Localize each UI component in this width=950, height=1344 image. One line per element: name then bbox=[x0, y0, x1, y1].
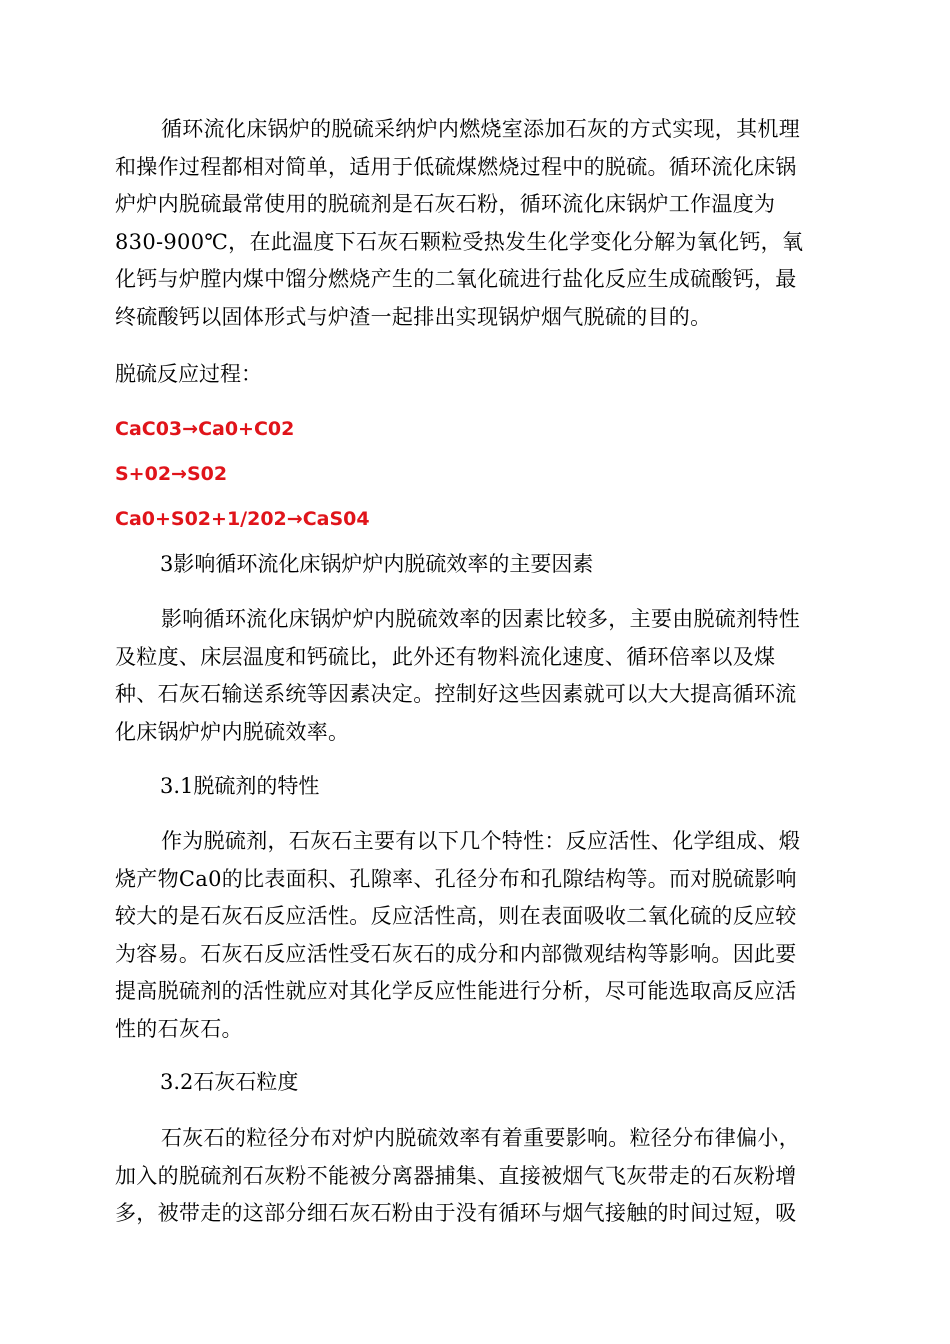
section-3-1-line: 提高脱硫剂的活性就应对其化学反应性能进行分析，尽可能选取高反应活 bbox=[115, 979, 797, 1003]
intro-line: 830-900℃，在此温度下石灰石颗粒受热发生化学变化分解为氧化钙，氧 bbox=[115, 229, 804, 254]
section-3-1-line: 作为脱硫剂，石灰石主要有以下几个特性：反应活性、化学组成、煅 bbox=[161, 829, 800, 853]
intro-line: 化钙与炉膛内煤中馏分燃烧产生的二氧化硫进行盐化反应生成硫酸钙，最 bbox=[115, 267, 797, 291]
section-3-2-paragraph bbox=[115, 1120, 832, 1233]
intro-line: 炉炉内脱硫最常使用的脱硫剂是石灰石粉，循环流化床锅炉工作温度为 bbox=[115, 192, 776, 216]
formula-sulfation: Ca0+S02+1/202→CaS04 bbox=[115, 508, 370, 530]
section-3-1-line: 性的石灰石。 bbox=[115, 1016, 243, 1041]
intro-paragraph bbox=[115, 111, 832, 336]
formula-calcination: CaC03→Ca0+C02 bbox=[115, 418, 295, 440]
section-3-1-heading: 3.1脱硫剂的特性 bbox=[160, 774, 320, 798]
section-3-2-heading: 3.2石灰石粒度 bbox=[160, 1070, 299, 1094]
reaction-process-label: 脱硫反应过程： bbox=[115, 362, 262, 386]
section-3-heading: 3影响循环流化床锅炉炉内脱硫效率的主要因素 bbox=[160, 552, 594, 576]
section-3-line: 影响循环流化床锅炉炉内脱硫效率的因素比较多，主要由脱硫剂特性 bbox=[161, 607, 800, 631]
section-3-2-line: 石灰石的粒径分布对炉内脱硫效率有着重要影响。粒径分布律偏小， bbox=[161, 1126, 800, 1150]
section-3-1-line: 较大的是石灰石反应活性。反应活性高，则在表面吸收二氧化硫的反应较 bbox=[115, 904, 797, 928]
section-3-1-paragraph bbox=[115, 823, 832, 1048]
intro-line: 循环流化床锅炉的脱硫采纳炉内燃烧室添加石灰的方式实现，其机理 bbox=[161, 117, 800, 141]
section-3-line: 化床锅炉炉内脱硫效率。 bbox=[115, 719, 350, 744]
section-3-2-line: 多，被带走的这部分细石灰石粉由于没有循环与烟气接触的时间过短，吸 bbox=[115, 1201, 797, 1225]
formula-sulfur-oxidation: S+02→S02 bbox=[115, 463, 228, 485]
intro-line: 终硫酸钙以固体形式与炉渣一起排出实现锅炉烟气脱硫的目的。 bbox=[115, 304, 712, 329]
section-3-line: 种、石灰石输送系统等因素决定。控制好这些因素就可以大大提高循环流 bbox=[115, 682, 797, 706]
section-3-2-line: 加入的脱硫剂石灰粉不能被分离器捕集、直接被烟气飞灰带走的石灰粉增 bbox=[115, 1163, 797, 1188]
section-3-1-line: 为容易。石灰石反应活性受石灰石的成分和内部微观结构等影响。因此要 bbox=[115, 941, 797, 966]
section-3-line: 及粒度、床层温度和钙硫比，此外还有物料流化速度、循环倍率以及煤 bbox=[115, 644, 776, 669]
section-3-1-line: 烧产物Ca0的比表面积、孔隙率、孔径分布和孔隙结构等。而对脱硫影响 bbox=[115, 866, 797, 891]
intro-line: 和操作过程都相对简单，适用于低硫煤燃烧过程中的脱硫。循环流化床锅 bbox=[115, 154, 797, 179]
section-3-paragraph bbox=[115, 601, 832, 751]
